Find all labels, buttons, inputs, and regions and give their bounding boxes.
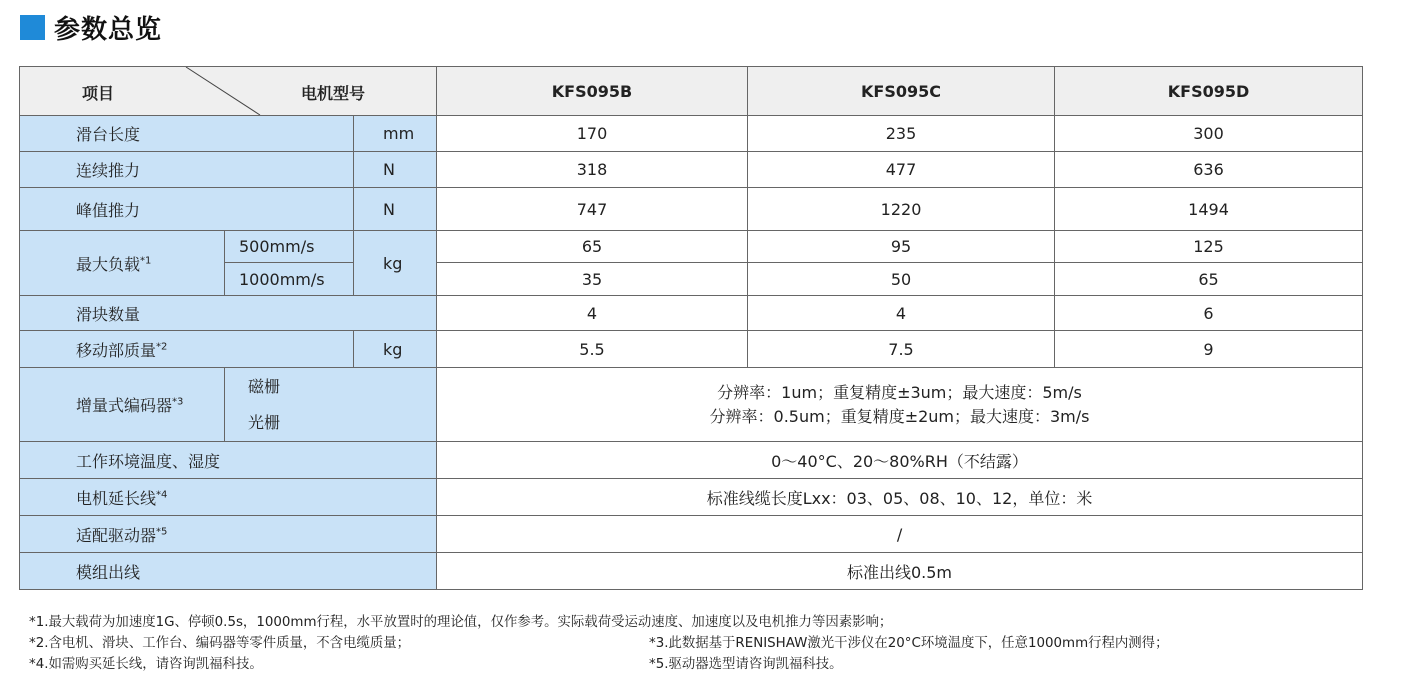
value-cell: 1220: [748, 188, 1055, 231]
title-accent-square: [20, 15, 45, 40]
row-unit: N: [354, 188, 437, 231]
encoder-type-optical: 光栅: [248, 412, 281, 432]
row-label-max-load: [20, 231, 225, 296]
value-cell: 0～40°C、20～80%RH（不结露）: [437, 442, 1363, 479]
table-row: [20, 553, 1363, 590]
row-unit: kg: [354, 331, 437, 368]
value-cell: 300: [1055, 116, 1363, 152]
value-cell: 65: [437, 231, 748, 263]
value-cell: 318: [437, 152, 748, 188]
table-header-row: [20, 67, 1363, 116]
table-row: [20, 479, 1363, 516]
encoder-types: [225, 368, 437, 442]
table-row: [20, 516, 1363, 553]
value-cell: 9: [1055, 331, 1363, 368]
value-cell: 标准出线0.5m: [437, 553, 1363, 590]
row-label-peak-force: 峰值推力: [20, 188, 354, 231]
value-cell: 4: [437, 296, 748, 331]
table-row: [20, 296, 1363, 331]
value-cell: 标准线缆长度Lxx：03、05、08、10、12，单位：米: [437, 479, 1363, 516]
value-cell: 7.5: [748, 331, 1055, 368]
value-cell: 125: [1055, 231, 1363, 263]
footnote-marker: *2: [156, 341, 168, 353]
footnote-4: *4.如需购买延长线，请咨询凯福科技。: [29, 657, 263, 672]
row-unit: N: [354, 152, 437, 188]
row-label-slide-length: 滑台长度: [20, 116, 354, 152]
table-row: [20, 188, 1363, 231]
extension-cable-label: 电机延长线: [76, 488, 157, 508]
row-unit: kg: [354, 231, 437, 296]
driver-label: 适配驱动器: [76, 525, 157, 545]
moving-mass-label: 移动部质量: [76, 340, 157, 360]
value-cell: 50: [748, 263, 1055, 296]
row-label-driver: [20, 516, 437, 553]
encoder-spec-magnetic: 分辨率：1um；重复精度±3um；最大速度：5m/s: [717, 382, 1082, 402]
value-cell: 4: [748, 296, 1055, 331]
value-cell: 95: [748, 231, 1055, 263]
value-cell: 636: [1055, 152, 1363, 188]
value-cell: 6: [1055, 296, 1363, 331]
value-cell: 65: [1055, 263, 1363, 296]
footnote-3: *3.此数据基于RENISHAW激光干涉仪在20°C环境温度下，任意1000mm行程内测得；: [649, 636, 1169, 651]
value-cell: 747: [437, 188, 748, 231]
row-label-slider-count: 滑块数量: [20, 296, 437, 331]
row-label-moving-mass: [20, 331, 354, 368]
speed-500-label: 500mm/s: [225, 231, 354, 263]
encoder-spec-cell: [437, 368, 1363, 442]
table-row: [20, 331, 1363, 368]
row-label-encoder: [20, 368, 225, 442]
section-title: [20, 12, 163, 45]
encoder-type-magnetic: 磁栅: [248, 376, 281, 396]
footnote-2: *2.含电机、滑块、工作台、编码器等零件质量，不含电缆质量；: [29, 636, 411, 651]
row-unit: mm: [354, 116, 437, 152]
value-cell: 477: [748, 152, 1055, 188]
spec-table: [19, 66, 1363, 590]
encoder-spec-optical: 分辨率：0.5um；重复精度±2um；最大速度：3m/s: [709, 406, 1090, 426]
header-corner-cell: [20, 67, 437, 116]
footnote-5: *5.驱动器选型请咨询凯福科技。: [649, 657, 843, 672]
table-row: [20, 231, 1363, 263]
page-title: 参数总览: [54, 14, 163, 45]
value-cell: 1494: [1055, 188, 1363, 231]
encoder-label: 增量式编码器: [76, 396, 173, 415]
footnote-marker: *3: [172, 396, 184, 408]
speed-1000-label: 1000mm/s: [225, 263, 354, 296]
footnote-1: *1.最大载荷为加速度1G、停顿0.5s，1000mm行程，水平放置时的理论值，仅作参考。实际载荷受运动速度、加速度以及电机推力等因素影响；: [29, 615, 893, 630]
header-model-label: 电机型号: [301, 84, 366, 103]
max-load-label: 最大负载: [76, 254, 141, 274]
row-label-continuous-force: 连续推力: [20, 152, 354, 188]
row-label-module-output: 模组出线: [20, 553, 437, 590]
value-cell: /: [437, 516, 1363, 553]
header-model-c: KFS095C: [748, 67, 1055, 116]
header-model-b: KFS095B: [437, 67, 748, 116]
table-row: [20, 368, 1363, 442]
value-cell: 235: [748, 116, 1055, 152]
header-item-label: 项目: [82, 84, 115, 103]
footnote-marker: *4: [156, 489, 168, 501]
header-model-d: KFS095D: [1055, 67, 1363, 116]
value-cell: 35: [437, 263, 748, 296]
footnote-marker: *5: [156, 526, 168, 538]
table-row: [20, 442, 1363, 479]
table-row: [20, 116, 1363, 152]
table-row: [20, 152, 1363, 188]
footnote-marker: *1: [140, 255, 152, 267]
value-cell: 170: [437, 116, 748, 152]
row-label-extension-cable: [20, 479, 437, 516]
value-cell: 5.5: [437, 331, 748, 368]
row-label-environment: 工作环境温度、湿度: [20, 442, 437, 479]
